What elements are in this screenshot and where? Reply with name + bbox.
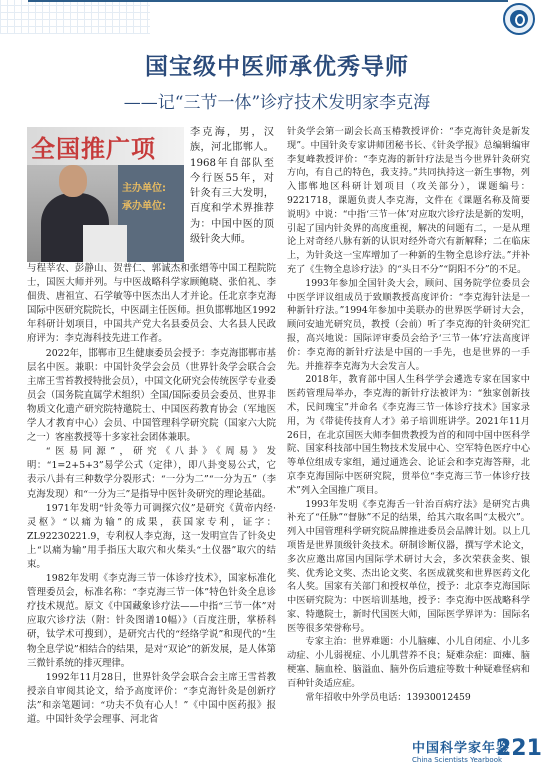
- paragraph: 1982年发明《李克海三节一体诊疗技术》，国家标准化管理委员会，标准名称：“李克海三节一体”特色针灸全息诊疗技术规范。原文《中国藏象诊疗法——中指“三节一体”对应取穴诊疗法（附：针灸图谱10幅）》（百度注册，掌桥科研，钛学术可搜到），是研究古代的“经络学说”和现代的“生物全息学说”相结合的结果，是对“双论”的新发展，是人体第三微针系统的排灭理律。: [27, 573, 276, 669]
- paragraph: 针灸学会第一副会长高玉椿教授评价：“李克海针灸是新发现”。中国针灸专家讲师团秘书长、《针灸学报》总编辑编审李复峰教授评价：“李克海的新针疗法是当今世界针灸研究方向，有自己的特色，我支持。”共同执持这一新生事物，列入邯郸地区科研计划项目（攻关部分），课题编号：9221718，课题负责人李克海，文件在《课题名称及简要说明》中说：“中指‘三节一体’对应取穴诊疗法是新的发明，引起了国内针灸界的高度重视，解决的问题有二，一是从理论上对奇经八脉有新的认识对经外奇穴有新解释；二在临床上，为针灸这一宝库增加了一种新的生物全息诊疗法。”并补充了《生物全息诊疗法》的“头日不分”“阴阳不分”的不足。: [287, 126, 530, 275]
- yearbook-name-en: China Scientists Yearbook: [412, 756, 503, 764]
- top-rule: [28, 0, 508, 2]
- page-number: 221: [496, 736, 542, 761]
- left-column: [27, 262, 276, 727]
- paragraph: 1993年参加全国针灸大会，顾问、国务院学位委员会中医学评议组成员于致顺教授高度评价：“李克海针法是一种新针疗法。”1994年参加中美联办的世界医学研讨大会，顾问安迪光研究员，教授（会前）听了李克海的针灸研究汇报，高兴地说：国际评审委员会给予‘三节一体’疗法高度评价：李克海的新针疗法是中国的一手先，也是世界的一手先。并推荐李克海为大会发言人。: [287, 277, 530, 372]
- person-head: [59, 165, 87, 197]
- corner-decoration: [0, 0, 150, 34]
- right-column: [287, 125, 530, 704]
- paragraph: “医易同源”，研究《八卦》《周易》发明：“1=2+5+3”易学公式（定律），即八卦变易公式，它表示八卦有三种数学分裂形式：“一分为二”“一分为五”（李克海发现）和“一分为三”是指导中医针灸研究的理论基础。: [27, 446, 276, 500]
- photo-panel-line: 主办单位:: [122, 183, 166, 194]
- yearbook-name: 中国科学家年鉴: [412, 741, 511, 756]
- paragraph: 2018年，教育部中国人生科学学会遴选专家在国家中医药管理局举办，李克海的新针疗法被评为：“独家创新技术，民间瑰宝”并命名《李克海三节一体诊疗技术》国家录用，为《带徒传技育人才》弟子培训班讲学。2021年11月26日，在北京国医大师李佃贵教授为首的和同中国中医科学院、国家科技部中国生物技术发展中心、空军特色医疗中心等单位组成专家组，通过通选会、论证会和李克海答辩，北京李克海国际中医研究院，贯举位“李克海三节一体诊疗技术”列入全国推广项目。: [287, 374, 530, 496]
- article-title: 国宝级中医师承优秀导师: [145, 53, 409, 80]
- paragraph: 李克海，男，汉族，河北邯郸人。1968年自部队至今行医55年，对针灸有三大发明，百度和学术界推荐为：中国中医的顶级针灸大师。: [190, 127, 274, 246]
- paragraph: 1971年发明“针灸等力可调探穴仪”是研究《黄帝内经·灵枢》“以痛为输”的成果，获国家专利，证字：ZL92230221.9，专利权人李克海，这一发明宣告了针灸史上“以痛为输”用手指压大取穴和火柴头“土仪器”取穴的结束。: [27, 502, 276, 570]
- paragraph: 与程莘农、彭静山、贺普仁、郭诚杰和张缙等中国工程院院士，国医大师并列。与中医战略科学家顾鲍晓、张伯礼、李佃贵、唐祖宣、石学敏等中医杰出人才并论。任北京李克海国际中医研究院院长，中医副主任医师。担负邯郸地区1992年科研计划项目，中国共产党大名县委员会、大名县人民政府评为：李克海科技先进工作者。: [27, 263, 276, 345]
- podium: [83, 225, 127, 262]
- portrait-photo: [27, 127, 184, 262]
- article-subtitle: ——记“三节一体”诊疗技术发明家李克海: [123, 93, 431, 113]
- photo-panel-line: 承办单位:: [122, 201, 166, 212]
- photo-panel: [118, 165, 184, 262]
- paragraph: 1992年11月28日，世界针灸学会联合会主席王雪苔教授亲自审阅其论文，给予高度评价：“李克海针灸是创新疗法”和亲笔题词：“功夫不负有心人！”《中国中医药报》报道。中国针灸学会理事、河北省: [27, 671, 276, 725]
- photo-banner: [27, 127, 184, 165]
- contact-line: 常年招收中外学员电话：13930012459: [305, 691, 471, 703]
- paragraph: 2022年，邯郸市卫生健康委员会授予：李克海邯郸市基层名中医。兼职：中国针灸学会会员（世界针灸学会联合会主席王雪苔教授特批会员），中国文化研究会传统医学专业委员会（国务院直属学术组织）全国/国际委员会委员、世界非物质文化遗产研究院特邀院士、中国医药教育协会（军地医学人才教育中心）会员、中国管理科学研究院（国家六大院之一）客座教授等十多家社会团体兼职。: [27, 347, 276, 444]
- intro-column: [190, 125, 274, 247]
- paragraph: 专家主治：世界难题：小儿脑瘫、小儿自闭症、小儿多动症、小儿弱视症、小儿肌营养不良；疑难杂症：面瘫、脑梗塞、脑血栓、脑溢血、脑外伤后遗症等数十种疑难怪病和百种针灸适应症。: [287, 636, 530, 689]
- photo-banner-text: 全国推广项: [31, 135, 156, 163]
- yearbook-logo-icon: [503, 3, 535, 35]
- paragraph: 1993年发明《李克海舌一针治百病疗法》是研究古典补充了“任脉”“督脉”不足的结果，给其六取名叫“太极穴”。列入中国管理科学研究院品牌推进委员会品牌计划。以上几项皆是世界顶级针灸技术。研制诊断仪器，撰写学术论文，多次应邀出席国内国际学术研讨大会，多次荣获金奖、银奖、优秀论文奖、杰出论文奖、名医成就奖和世界医药文化名人奖。国家有关部门和授权单位，授予：北京李克海国际中医研究院为：中医培训基地，授予：李克海中医战略科学家、特邀院士，新时代国医大师，国际医学界评为：国际名医等很多荣誉称号。: [287, 498, 530, 634]
